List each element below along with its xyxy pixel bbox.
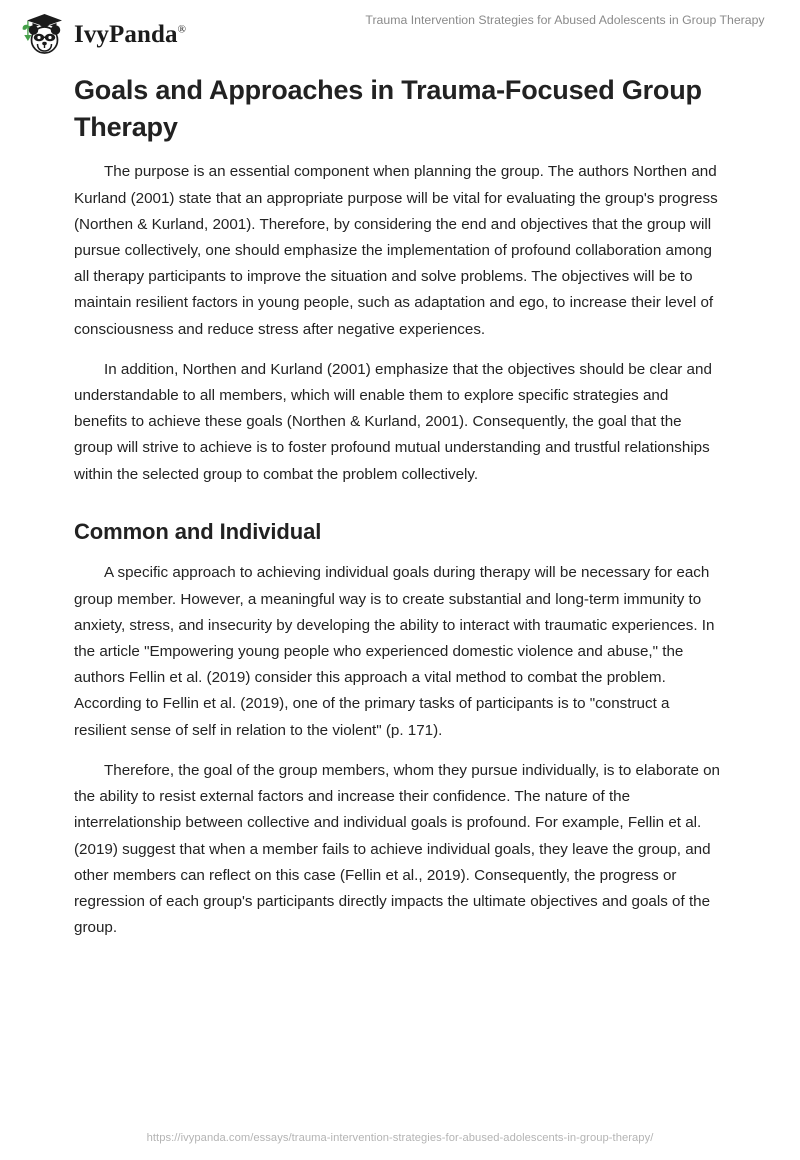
panda-graduate-logo-icon: [17, 11, 69, 57]
brand-name: [74, 22, 186, 47]
paragraph: In addition, Northen and Kurland (2001) emphasize that the objectives should be clear and understandable to all members, which will enable them to explore specific strategies and benefits to achieve these goals (Northen & Kurland, 2001). Consequently, the goal that the group will strive to achieve is to foster profound mutual understanding and trustful relationships within the selected group to combat the problem collectively.: [74, 360, 712, 483]
brand-name-text: IvyPanda: [74, 20, 178, 48]
document-content: [74, 72, 724, 941]
brand-trademark-symbol: ®: [177, 23, 187, 36]
page-title: Goals and Approaches in Trauma-Focused Group Therapy: [74, 75, 702, 142]
paragraph: The purpose is an essential component when planning the group. The authors Northen and Kurland (2001) state that an appropriate purpose will be vital for evaluating the group's progress (Northen & Kurland, 2001). Therefore, by considering the end and objectives that the group will pursue collectively, one should emphasize the implementation of profound collaboration among all therapy participants to improve the situation and solve problems. The objectives will be to maintain resilient factors in young people, such as adaptation and ego, to increase their level of consciousness and reduce stress after negative experiences.: [74, 163, 718, 338]
section-heading: Common and Individual: [74, 518, 322, 544]
page-footer: [0, 1128, 800, 1146]
paragraph: Therefore, the goal of the group members, whom they pursue individually, is to elaborate on the ability to resist external factors and increase their confidence. The nature of the interrelationship between collective and individual goals is profound. For example, Fellin et al. (2019) suggest that when a member fails to achieve individual goals, they leave the group, and other members can reflect on this case (Fellin et al., 2019). Consequently, the progress or regression of each group's participants directly impacts the ultimate objectives and goals of the group.: [74, 761, 720, 937]
running-title: Trauma Intervention Strategies for Abused Adolescents in Group Therapy: [365, 13, 765, 27]
source-url-link[interactable]: https://ivypanda.com/essays/trauma-intervention-strategies-for-abused-adolescents-in-group-therapy/: [146, 1132, 654, 1144]
site-logo[interactable]: [17, 10, 186, 58]
paragraph: A specific approach to achieving individual goals during therapy will be necessary for each group member. However, a meaningful way is to create substantial and long-term immunity to anxiety, stress, and insecurity by developing the ability to interact with traumatic experiences. In the article "Empowering young people who experienced domestic violence and abuse," the authors Fellin et al. (2019) consider this approach a vital method to combat the problem. According to Fellin et al. (2019), one of the primary tasks of participants is to "construct a resilient sense of self in relation to the violent" (p. 171).: [74, 564, 715, 739]
page-header: [0, 0, 800, 66]
